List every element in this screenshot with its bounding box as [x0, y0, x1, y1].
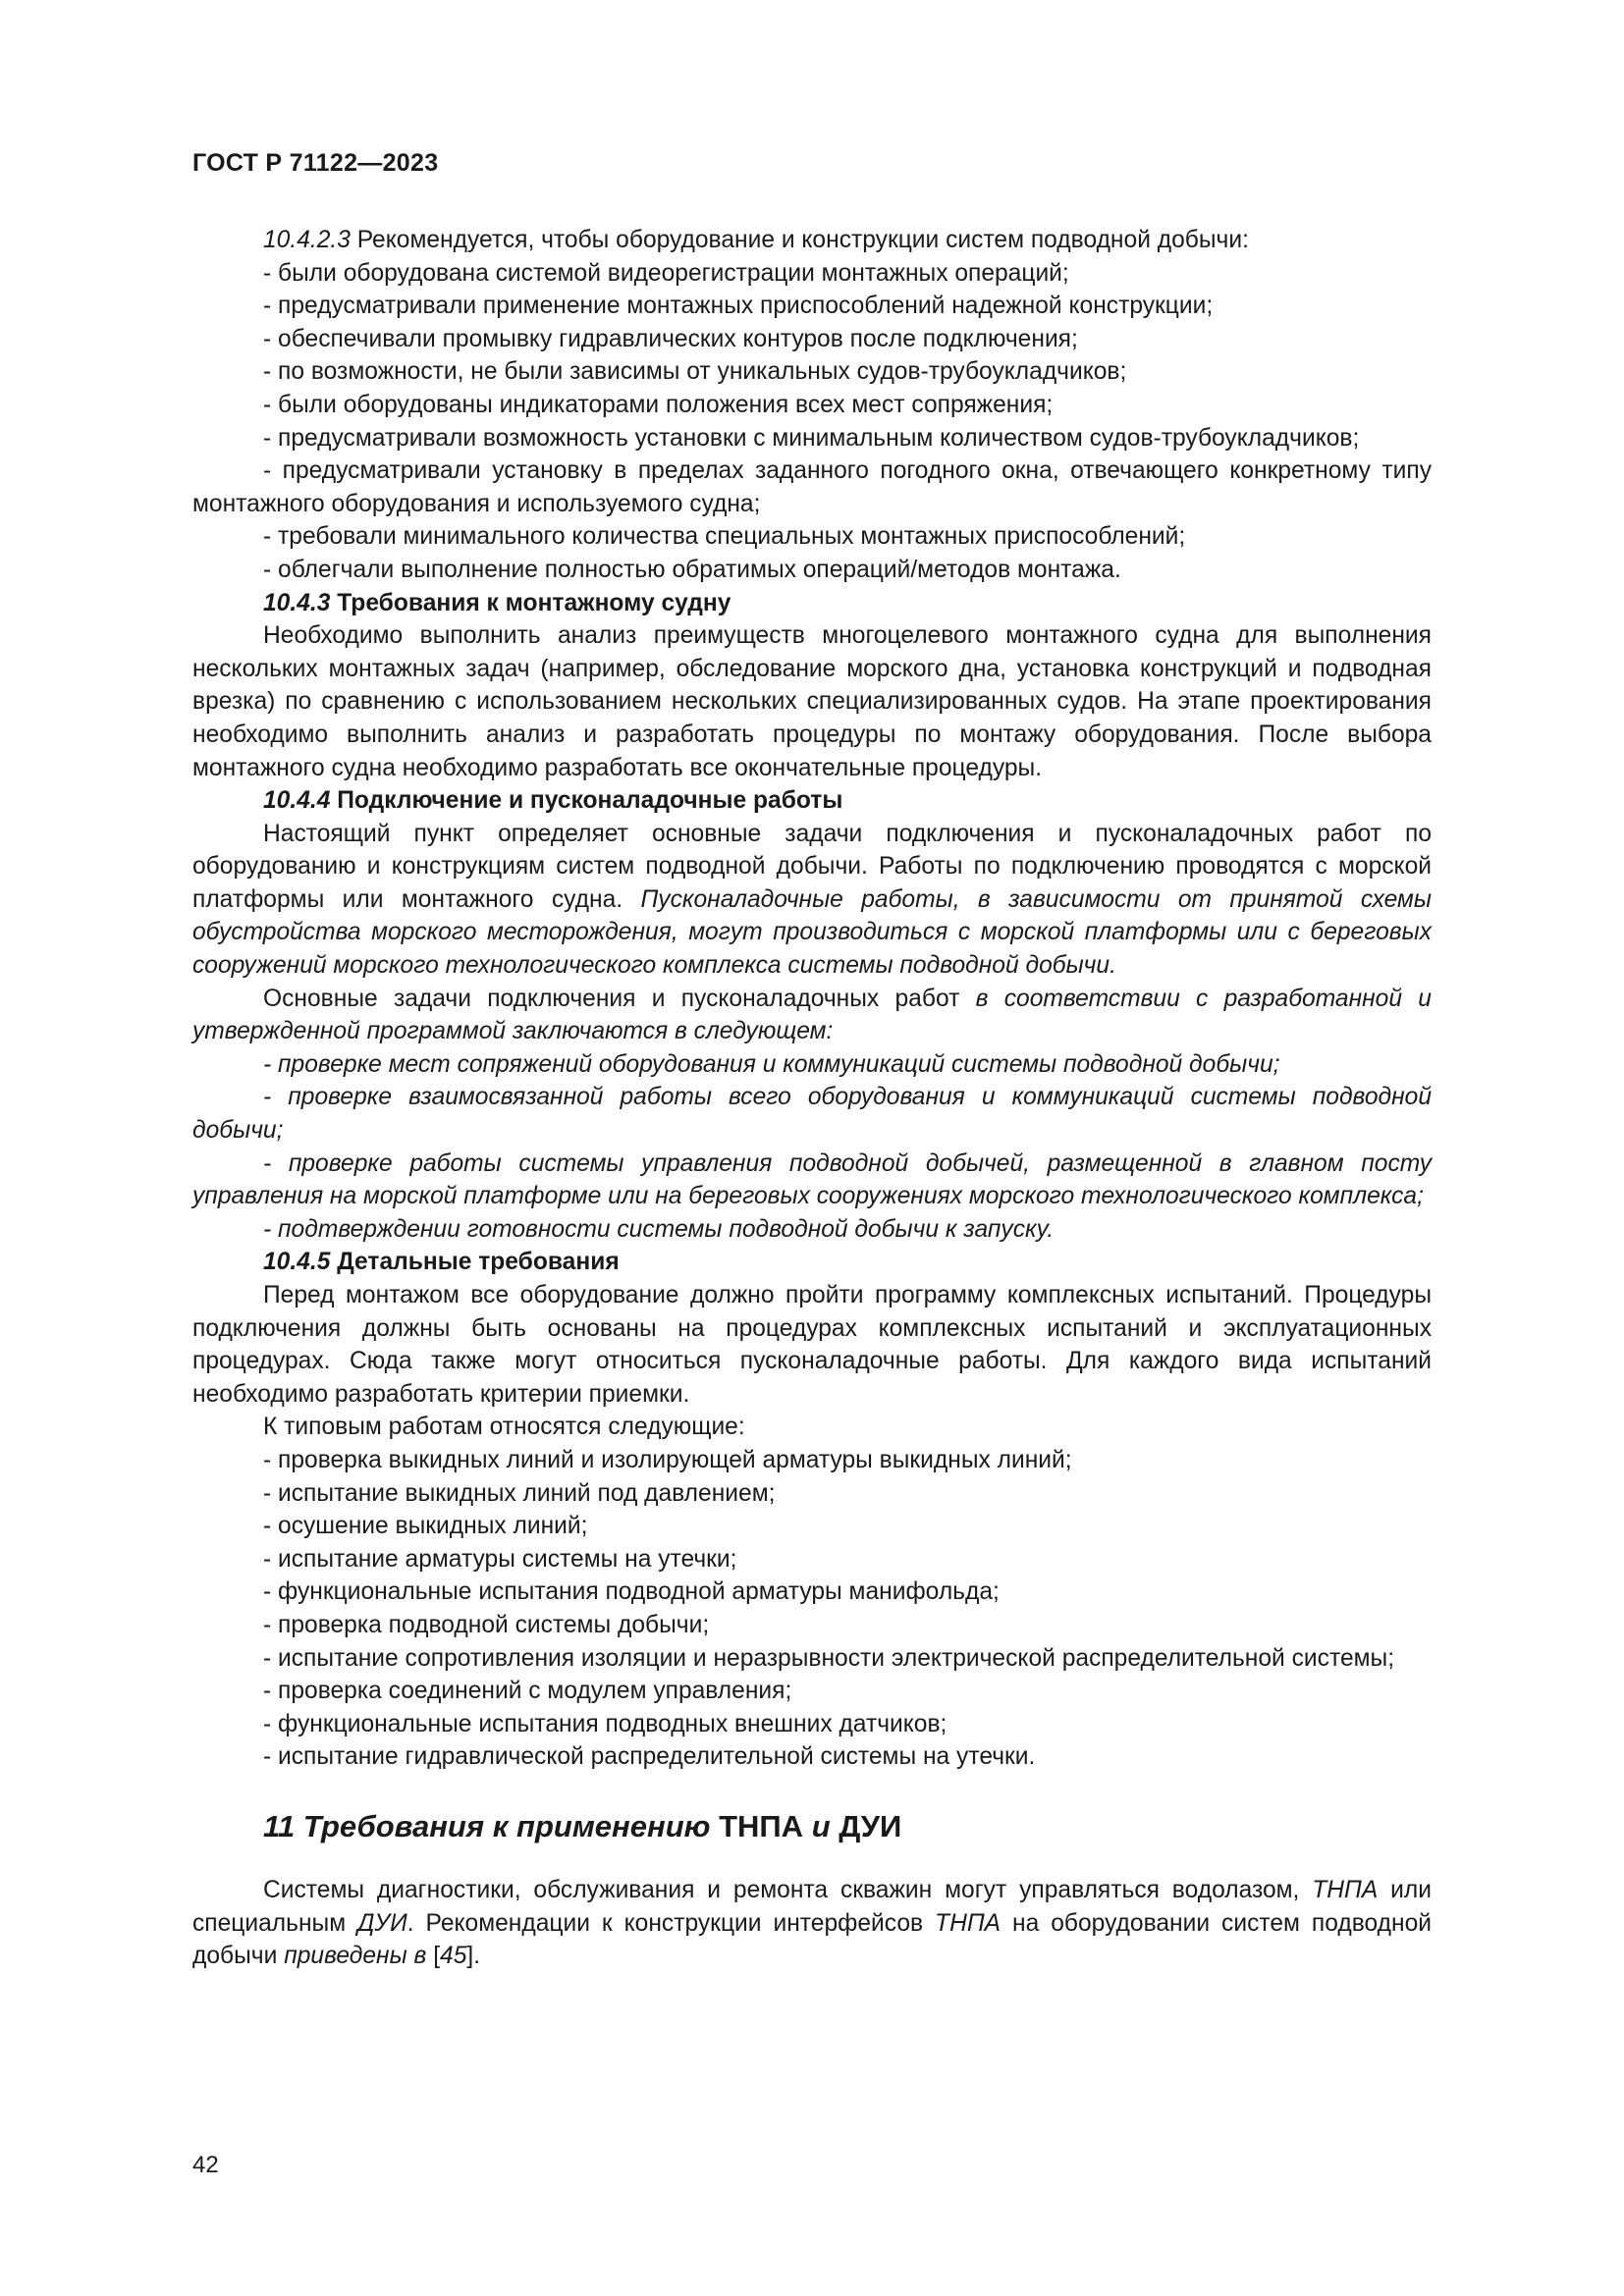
list-item: - предусматривали применение монтажных приспособлений надежной конструкции; [263, 293, 1214, 320]
clause-number: 10.4.2.3 [263, 227, 351, 253]
list-item: - проверке работы системы управления подводной добычей, размещенной в главном посту управления на морской платформе или на береговых сооружениях морского технологического комплекса; [192, 1149, 1432, 1210]
clause-10-4-5-heading: 10.4.5 Детальные требования [263, 1249, 620, 1276]
list-item: - испытание гидравлической распределительной системы на утечки. [263, 1743, 1036, 1771]
document-body [192, 224, 1432, 1973]
clause-10-4-2-3-intro: 10.4.2.3 Рекомендуется, чтобы оборудование и конструкции систем подводной добычи: [263, 227, 1249, 253]
list-item: - функциональные испытания подводных внешних датчиков; [263, 1710, 947, 1737]
page-number: 42 [192, 2152, 219, 2178]
list-item: - подтверждении готовности системы подводной добычи к запуску. [263, 1215, 1055, 1243]
list-item: - требовали минимального количества специальных монтажных приспособлений; [263, 523, 1186, 551]
clause-10-4-3-heading: 10.4.3 Требования к монтажному судну [263, 589, 731, 616]
clause-10-4-3-text: Необходимо выполнить анализ преимуществ многоцелевого монтажного судна для выполнения нескольких монтажных задач (например, обследование морского дна, установка конструкций и подводная врезка) по сравнению с использованием нескольких специализированных судов. На этапе проектирования необходимо выполнить анализ и разработать процедуры по монтажу оборудования. После выбора монтажного судна необходимо разработать все окончательные процедуры. [192, 622, 1432, 781]
list-item: - облегчали выполнение полностью обратимых операций/методов монтажа. [263, 556, 1121, 583]
list-item: - испытание арматуры системы на утечки; [263, 1545, 737, 1573]
section-11-heading: 11 Требования к применению ТНПА и ДУИ [263, 1808, 902, 1843]
clause-number: 10.4.3 [263, 589, 331, 616]
clause-10-4-4-heading: 10.4.4 Подключение и пусконаладочные работы [263, 787, 843, 815]
list-item: - проверке мест сопряжений оборудования и коммуникаций системы подводной добычи; [263, 1050, 1280, 1078]
list-item: - проверка соединений с модулем управления; [263, 1678, 792, 1705]
section-11-text: Системы диагностики, обслуживания и ремонта скважин могут управляться водолазом, ТНПА или специальным ДУИ. Рекомендации к конструкции интерфейсов ТНПА на оборудовании систем подводной добычи приведены в [45]. [192, 1876, 1432, 1970]
list-item: - проверка выкидных линий и изолирующей арматуры выкидных линий; [263, 1446, 1072, 1473]
list-item: - были оборудованы индикаторами положения всех мест сопряжения; [263, 391, 1054, 418]
document-header: ГОСТ Р 71122—2023 [192, 149, 439, 177]
clause-number: 10.4.4 [263, 787, 331, 815]
list-item: - проверке взаимосвязанной работы всего оборудования и коммуникаций системы подводной добычи; [192, 1084, 1432, 1145]
clause-10-4-4-paragraph-2: Основные задачи подключения и пусконаладочных работ в соответствии с разработанной и утвержденной программой заключаются в следующем: [192, 985, 1432, 1045]
list-item: - проверка подводной системы добычи; [263, 1611, 710, 1638]
list-item: - предусматривали установку в пределах заданного погодного окна, отвечающего конкретному типу монтажного оборудования и используемого судна; [192, 457, 1432, 517]
clause-10-4-5-list-intro: К типовым работам относятся следующие: [263, 1414, 745, 1441]
list-item: - испытание сопротивления изоляции и неразрывности электрической распределительной системы; [263, 1644, 1395, 1672]
list-item: - осушение выкидных линий; [263, 1513, 588, 1540]
list-item: - функциональные испытания подводной арматуры манифольда; [263, 1578, 1000, 1606]
clause-10-4-4-paragraph-1: Настоящий пункт определяет основные задачи подключения и пусконаладочных работ по оборудованию и конструкциям систем подводной добычи. Работы по подключению проводятся с морской платформы или монтажного судна. Пусконаладочные работы, в зависимости от принятой схемы обустройства морского месторождения, могут производиться с морской платформы или с береговых сооружений морского технологического комплекса системы подводной добычи. [192, 820, 1433, 980]
clause-10-4-5-text: Перед монтажом все оборудование должно пройти программу комплексных испытаний. Процедуры подключения должны быть основаны на процедурах комплексных испытаний и эксплуатационных процедурах. Сюда также могут относиться пусконаладочные работы. Для каждого вида испытаний необходимо разработать критерии приемки. [192, 1282, 1432, 1408]
list-item: - по возможности, не были зависимы от уникальных судов-трубоукладчиков; [263, 358, 1127, 386]
list-item: - испытание выкидных линий под давлением; [263, 1479, 776, 1507]
list-item: - обеспечивали промывку гидравлических контуров после подключения; [263, 325, 1078, 352]
list-item: - предусматривали возможность установки с минимальным количеством судов-трубоукладчиков; [263, 424, 1360, 452]
list-item: - были оборудована системой видеорегистрации монтажных операций; [263, 259, 1069, 287]
clause-number: 10.4.5 [263, 1249, 331, 1276]
